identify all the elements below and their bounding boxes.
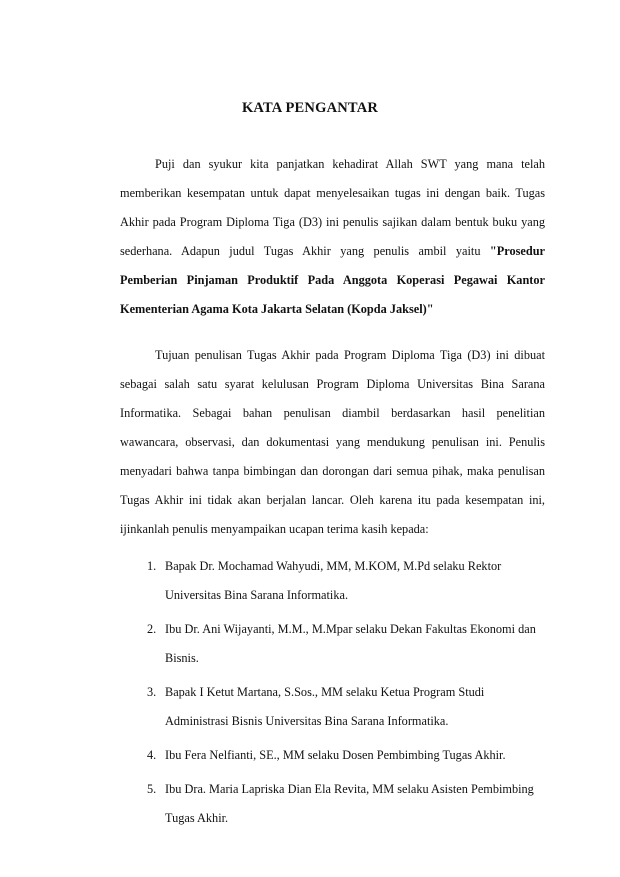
list-item-number: 4. [147,748,157,762]
list-item-text: Ibu Dra. Maria Lapriska Dian Ela Revita, MM selaku Asisten Pembimbing Tugas Akhir. [165,782,534,825]
list-item-number: 1. [147,559,157,573]
list-item-text: Ibu Fera Nelfianti, SE., MM selaku Dosen Pembimbing Tugas Akhir. [165,748,506,762]
list-item-text: Ibu Dr. Ani Wijayanti, M.M., M.Mpar selaku Dekan Fakultas Ekonomi dan Bisnis. [165,622,536,665]
list-item-text: Bapak Dr. Mochamad Wahyudi, MM, M.KOM, M.Pd selaku Rektor Universitas Bina Sarana Informatika. [165,559,502,602]
paragraph-intro-text: Puji dan syukur kita panjatkan kehadirat Allah SWT yang mana telah memberikan kesempatan untuk dapat menyelesaikan tugas ini dengan baik. Tugas Akhir pada Program Diploma Tiga (D3) ini penulis sajikan dalam bentuk buku yang sederhana. Adapun judul Tugas Akhir yang penulis ambil yaitu [120,157,545,258]
list-item [120,741,550,770]
list-item-number: 3. [147,685,157,699]
list-item [120,775,550,833]
list-item [120,678,550,736]
paragraph-purpose: Tujuan penulisan Tugas Akhir pada Program Diploma Tiga (D3) ini dibuat sebagai salah satu syarat kelulusan Program Diploma Universitas Bina Sarana Informatika. Sebagai bahan penulisan diambil berdasarkan hasil penelitian wawancara, observasi, dan dokumentasi yang mendukung penulisan ini. Penulis menyadari bahwa tanpa bimbingan dan dorongan dari semua pihak, maka penulisan Tugas Akhir ini tidak akan berjalan lancar. Oleh karena itu pada kesempatan ini, ijinkanlah penulis menyampaikan ucapan terima kasih kepada: [120,348,545,536]
list-item-number: 2. [147,622,157,636]
paragraph-intro [120,150,545,324]
list-item-number: 5. [147,782,157,796]
list-item [120,615,550,673]
page-title: KATA PENGANTAR [241,100,379,116]
thesis-title: "Prosedur Pemberian Pinjaman Produktif Pada Anggota Koperasi Pegawai Kantor Kementerian Agama Kota Jakarta Selatan (Kopda Jaksel)" [120,244,545,316]
list-item [120,552,550,610]
acknowledgement-list [120,552,550,838]
list-item-text: Bapak I Ketut Martana, S.Sos., MM selaku Ketua Program Studi Administrasi Bisnis Universitas Bina Sarana Informatika. [165,685,485,728]
